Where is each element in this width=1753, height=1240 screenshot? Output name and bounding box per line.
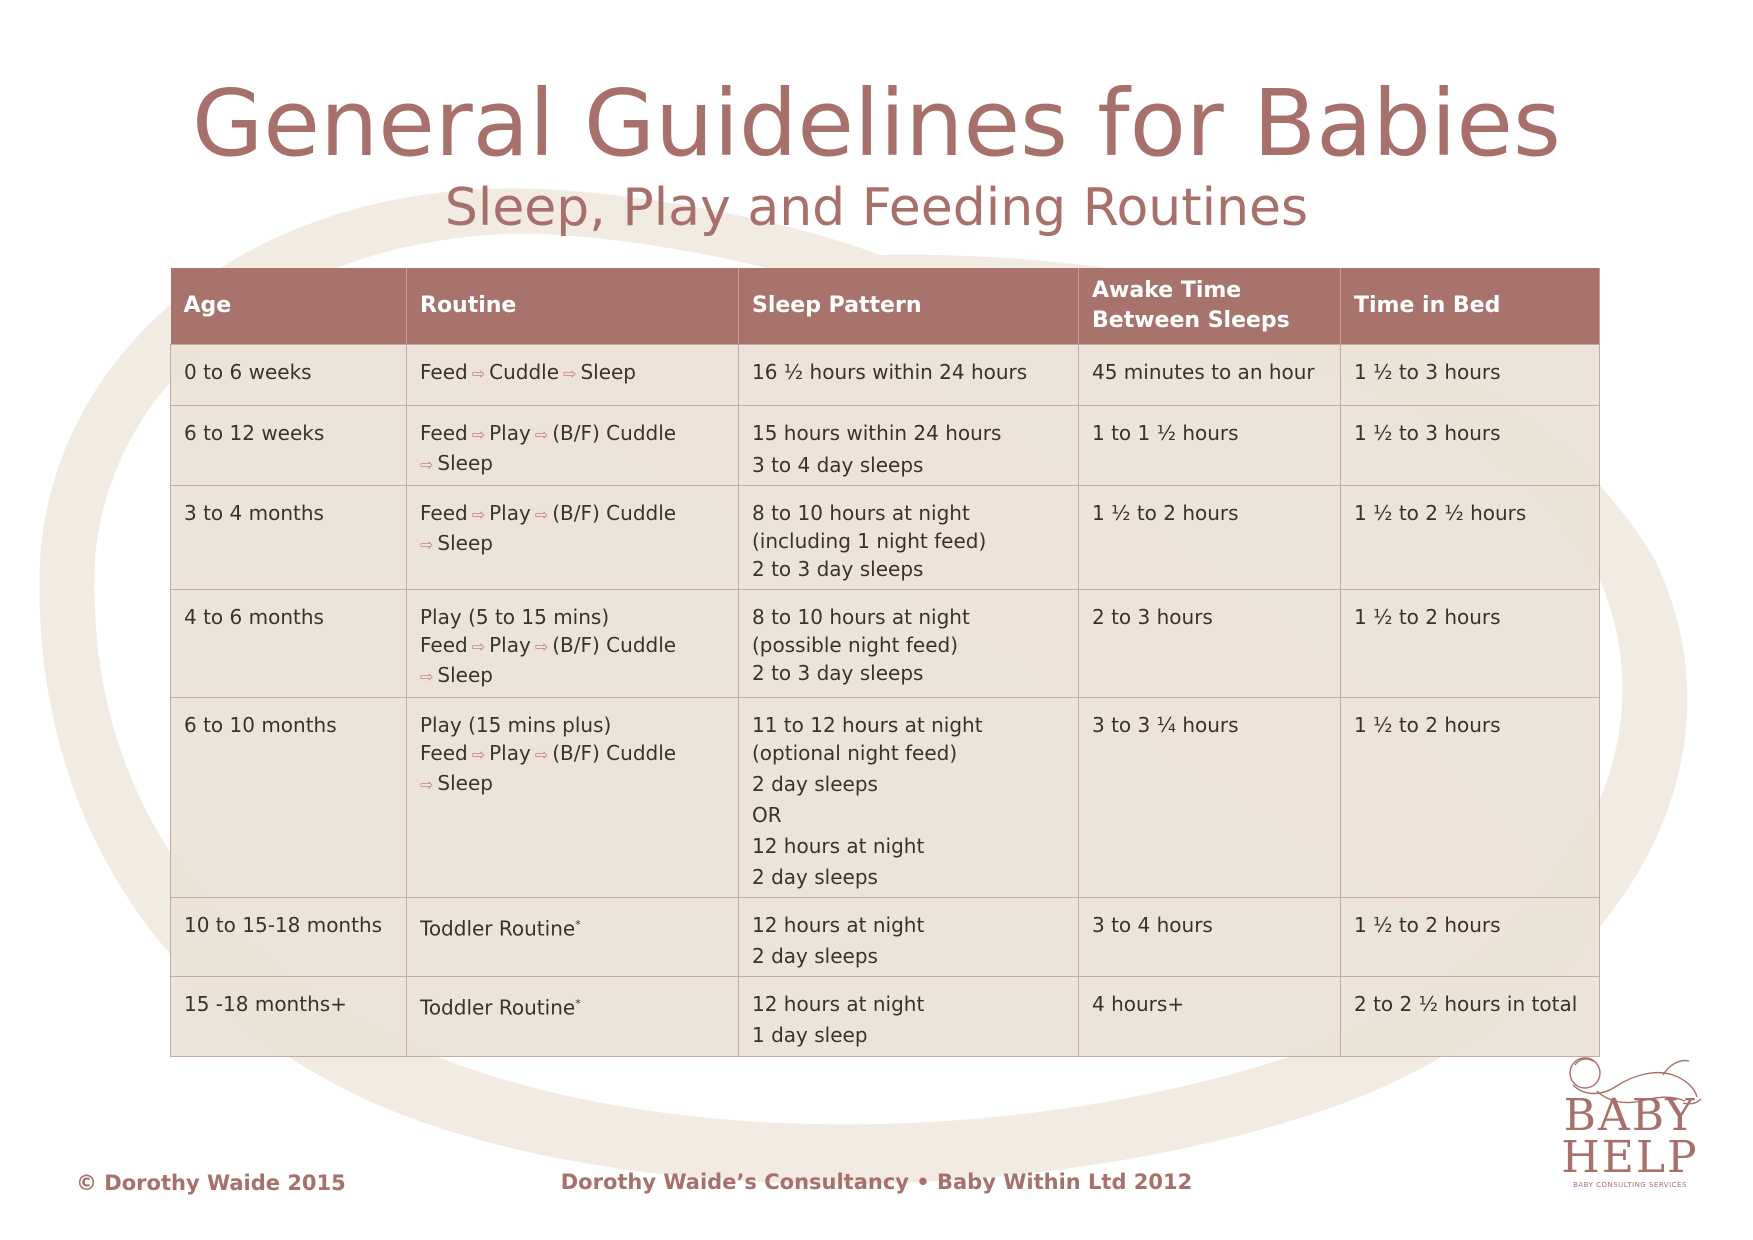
time-in-bed-cell: 1 ½ to 2 hours <box>1341 898 1600 977</box>
age-cell: 6 to 12 weeks <box>171 406 407 486</box>
routine-text: Toddler Routine <box>420 916 576 941</box>
awake-time-cell: 2 to 3 hours <box>1079 590 1341 698</box>
routine-step: Sleep <box>437 531 493 555</box>
sleep-pattern-line: 8 to 10 hours at night <box>752 501 970 525</box>
sleep-pattern-line: 3 to 4 day sleeps <box>752 453 924 477</box>
sleep-pattern-line: 15 hours within 24 hours <box>752 421 1002 445</box>
routine-step: Play <box>489 633 531 657</box>
table-row <box>171 406 1600 486</box>
column-header-routine: Routine <box>407 268 739 345</box>
routine-step: Feed <box>420 633 468 657</box>
column-header-awake-time: Awake Time Between Sleeps <box>1079 268 1341 345</box>
routine-step: Feed <box>420 741 468 765</box>
awake-time-cell: 1 ½ to 2 hours <box>1079 486 1341 590</box>
time-in-bed-cell: 1 ½ to 2 ½ hours <box>1341 486 1600 590</box>
age-cell: 4 to 6 months <box>171 590 407 698</box>
routine-step: (B/F) Cuddle <box>552 501 677 525</box>
routine-step: Sleep <box>437 451 493 475</box>
table-row <box>171 590 1600 698</box>
awake-time-cell: 3 to 4 hours <box>1079 898 1341 977</box>
sleep-pattern-line: 12 hours at night <box>752 834 925 858</box>
column-header-age: Age <box>171 268 407 345</box>
sleep-pattern-line: 2 day sleeps <box>752 944 878 968</box>
right-arrow-icon: ⇨ <box>420 667 434 686</box>
table-row <box>171 345 1600 406</box>
sleep-pattern-cell <box>739 590 1079 698</box>
sleep-pattern-line: 12 hours at night <box>752 992 925 1016</box>
right-arrow-icon: ⇨ <box>471 505 486 524</box>
sleep-pattern-line: 1 day sleep <box>752 1023 868 1047</box>
logo-tagline: BABY CONSULTING SERVICES <box>1573 1181 1687 1189</box>
routine-line <box>420 449 725 479</box>
sleep-pattern-line: 12 hours at night <box>752 913 925 937</box>
table-header-row <box>171 268 1600 345</box>
routine-line <box>420 419 725 449</box>
table-row <box>171 486 1600 590</box>
routine-text: Toddler Routine <box>420 995 576 1020</box>
routine-step: Sleep <box>437 663 493 687</box>
routine-step: Feed <box>420 501 468 525</box>
guidelines-table <box>170 268 1600 1057</box>
routine-step: Sleep <box>580 360 636 384</box>
sleep-pattern-cell <box>739 406 1079 486</box>
routine-cell <box>407 898 739 977</box>
sleep-pattern-line: 16 ½ hours within 24 hours <box>752 360 1028 384</box>
right-arrow-icon: ⇨ <box>471 745 486 764</box>
footnote-mark: * <box>575 918 581 931</box>
awake-time-cell: 45 minutes to an hour <box>1079 345 1341 406</box>
awake-time-cell: 1 to 1 ½ hours <box>1079 406 1341 486</box>
table-row <box>171 898 1600 977</box>
time-in-bed-cell: 2 to 2 ½ hours in total <box>1341 977 1600 1057</box>
sleep-pattern-line: OR <box>752 803 782 827</box>
routine-step: Feed <box>420 421 468 445</box>
right-arrow-icon: ⇨ <box>534 505 549 524</box>
right-arrow-icon: ⇨ <box>534 637 549 656</box>
copyright-notice: © Dorothy Waide 2015 <box>76 1171 346 1195</box>
age-cell: 15 -18 months+ <box>171 977 407 1057</box>
sleep-pattern-line: 2 to 3 day sleeps <box>752 661 924 685</box>
column-header-sleep-pattern: Sleep Pattern <box>739 268 1079 345</box>
routine-cell <box>407 698 739 898</box>
routine-step: (B/F) Cuddle <box>552 741 677 765</box>
sleep-pattern-line: 11 to 12 hours at night <box>752 713 983 737</box>
sleep-pattern-line: 8 to 10 hours at night <box>752 605 970 629</box>
right-arrow-icon: ⇨ <box>471 425 486 444</box>
awake-time-cell: 3 to 3 ¼ hours <box>1079 698 1341 898</box>
age-cell: 3 to 4 months <box>171 486 407 590</box>
routine-step: Play <box>489 421 531 445</box>
right-arrow-icon: ⇨ <box>563 364 577 383</box>
right-arrow-icon: ⇨ <box>420 775 434 794</box>
routine-cell <box>407 590 739 698</box>
sleep-pattern-line: 2 day sleeps <box>752 772 878 796</box>
footnote-mark: * <box>575 997 581 1010</box>
sleep-pattern-cell <box>739 486 1079 590</box>
logo-word-baby: BABY <box>1563 1090 1697 1141</box>
routine-step: Sleep <box>437 771 493 795</box>
age-cell: 0 to 6 weeks <box>171 345 407 406</box>
sleep-pattern-cell <box>739 698 1079 898</box>
routine-cell <box>407 486 739 590</box>
routine-cell <box>407 977 739 1057</box>
right-arrow-icon: ⇨ <box>534 425 549 444</box>
routine-line: Play (5 to 15 mins) <box>420 605 610 629</box>
time-in-bed-cell: 1 ½ to 2 hours <box>1341 590 1600 698</box>
right-arrow-icon: ⇨ <box>471 364 486 383</box>
awake-time-cell: 4 hours+ <box>1079 977 1341 1057</box>
routine-step: Play <box>489 741 531 765</box>
sleep-pattern-cell <box>739 977 1079 1057</box>
routine-line: Play (15 mins plus) <box>420 713 612 737</box>
routine-step: Feed <box>420 360 468 384</box>
sleep-pattern-line: (possible night feed) <box>752 633 958 657</box>
age-cell: 6 to 10 months <box>171 698 407 898</box>
right-arrow-icon: ⇨ <box>471 637 486 656</box>
routine-step: (B/F) Cuddle <box>552 421 677 445</box>
logo-word-help: HELP <box>1561 1132 1699 1183</box>
sleep-pattern-cell <box>739 898 1079 977</box>
table-row <box>171 977 1600 1057</box>
page-subtitle: Sleep, Play and Feeding Routines <box>444 178 1309 238</box>
routine-cell <box>407 345 739 406</box>
routine-line <box>420 529 725 559</box>
time-in-bed-cell: 1 ½ to 3 hours <box>1341 406 1600 486</box>
footer-credit: Dorothy Waide’s Consultancy • Baby Within Ltd 2012 <box>560 1170 1193 1194</box>
time-in-bed-cell: 1 ½ to 2 hours <box>1341 698 1600 898</box>
time-in-bed-cell: 1 ½ to 3 hours <box>1341 345 1600 406</box>
routine-line <box>420 631 725 661</box>
routine-cell <box>407 406 739 486</box>
sleep-pattern-line: 2 day sleeps <box>752 865 878 889</box>
table-row <box>171 698 1600 898</box>
right-arrow-icon: ⇨ <box>420 455 434 474</box>
right-arrow-icon: ⇨ <box>420 535 434 554</box>
routine-step: (B/F) Cuddle <box>552 633 677 657</box>
age-cell: 10 to 15-18 months <box>171 898 407 977</box>
page-title: General Guidelines for Babies <box>192 70 1561 177</box>
sleep-pattern-line: (optional night feed) <box>752 741 958 765</box>
routine-line <box>420 499 725 529</box>
column-header-time-in-bed: Time in Bed <box>1341 268 1600 345</box>
sleep-pattern-cell <box>739 345 1079 406</box>
routine-line <box>420 661 725 691</box>
sleep-pattern-line: 2 to 3 day sleeps <box>752 557 924 581</box>
routine-step: Cuddle <box>489 360 560 384</box>
routine-line <box>420 769 725 799</box>
routine-line <box>420 739 725 769</box>
routine-line <box>420 358 725 388</box>
sleep-pattern-line: (including 1 night feed) <box>752 529 987 553</box>
right-arrow-icon: ⇨ <box>534 745 549 764</box>
routine-step: Play <box>489 501 531 525</box>
